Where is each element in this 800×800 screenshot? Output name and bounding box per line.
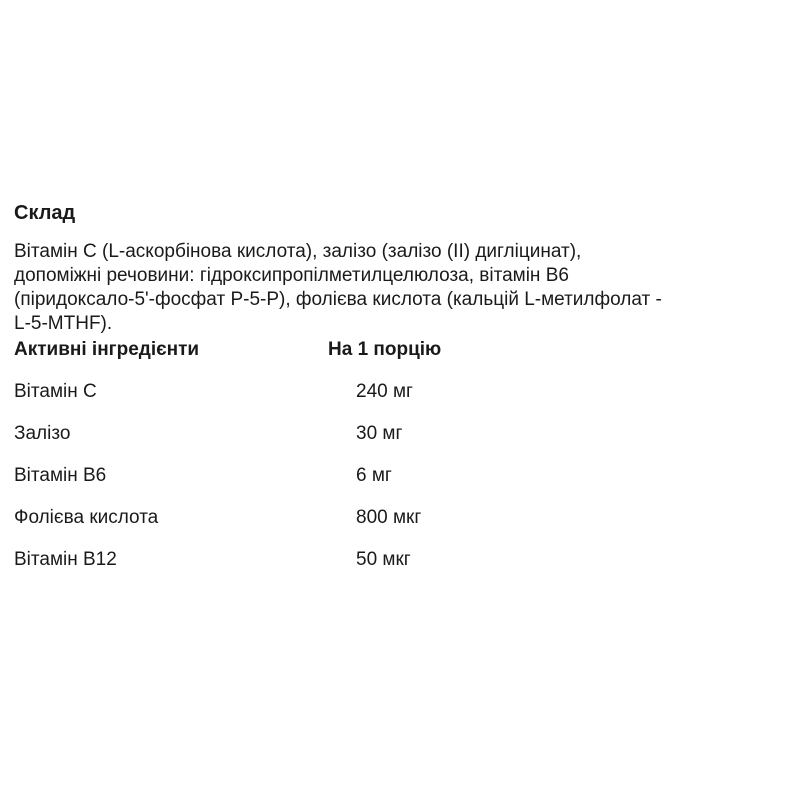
ingredient-name: Залізо (14, 423, 71, 444)
ingredient-amount: 50 мкг (356, 549, 411, 570)
composition-line: (піридоксало-5'-фосфат Р-5-Р), фолієва кислота (кальцій L-метилфолат - (14, 289, 662, 310)
table-row (14, 506, 794, 548)
composition-heading: Склад (14, 202, 76, 224)
composition-line: допоміжні речовини: гідроксипропілметилцелюлоза, вітамін В6 (14, 265, 569, 286)
table-row (14, 380, 794, 422)
ingredients-table (14, 380, 794, 590)
composition-text (14, 240, 794, 336)
header-per-serving: На 1 порцію (328, 339, 442, 360)
ingredient-name: Вітамін В6 (14, 465, 107, 486)
table-row (14, 422, 794, 464)
ingredient-name: Вітамін В12 (14, 549, 117, 570)
composition-section (14, 200, 794, 590)
ingredients-table-header (14, 338, 794, 362)
composition-line: Вітамін С (L-аскорбінова кислота), залізо (залізо (II) дигліцинат), (14, 241, 582, 262)
header-active-ingredients: Активні інгредієнти (14, 339, 200, 360)
table-row (14, 548, 794, 590)
ingredient-amount: 800 мкг (356, 507, 422, 528)
composition-line: L-5-MTHF). (14, 313, 113, 334)
ingredient-amount: 30 мг (356, 423, 403, 444)
ingredient-name: Вітамін С (14, 381, 97, 402)
table-row (14, 464, 794, 506)
ingredient-amount: 240 мг (356, 381, 413, 402)
ingredient-name: Фолієва кислота (14, 507, 159, 528)
ingredient-amount: 6 мг (356, 465, 392, 486)
